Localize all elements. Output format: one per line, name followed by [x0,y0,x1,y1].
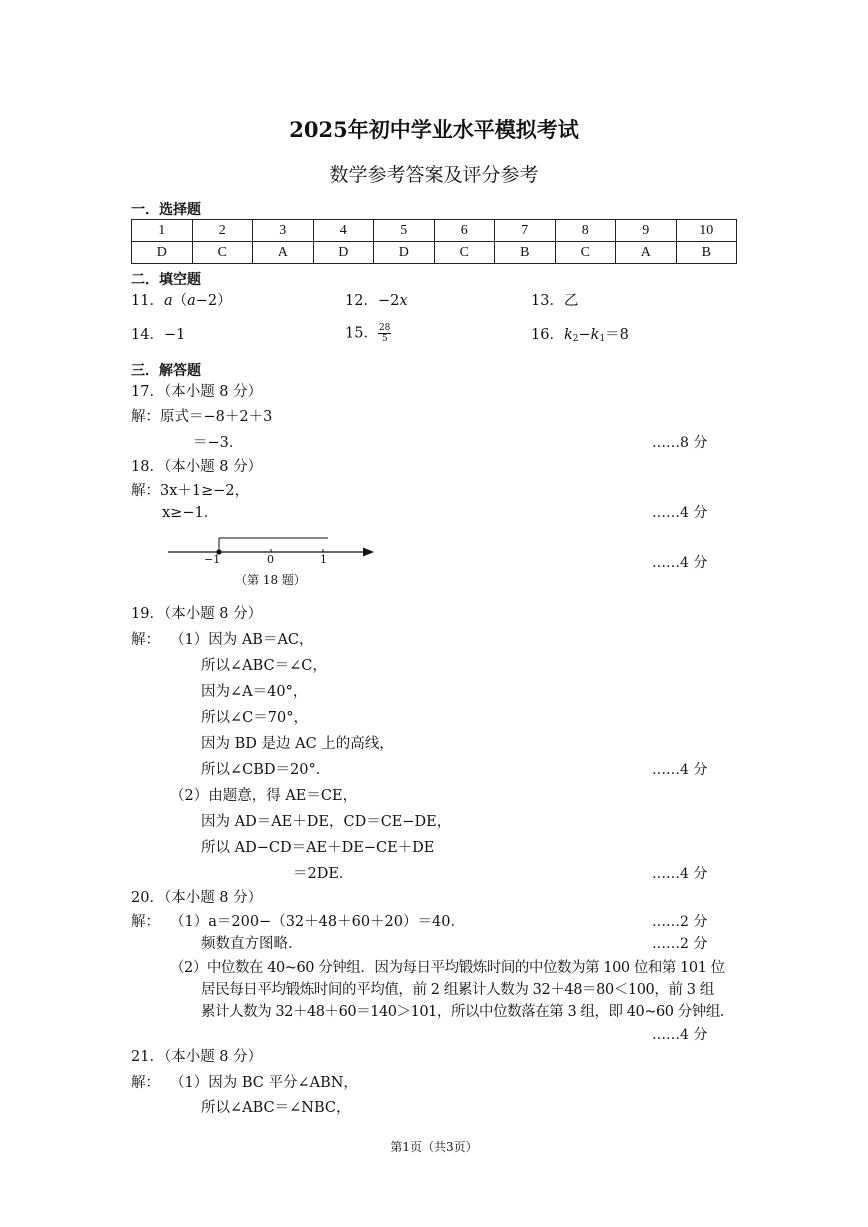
fraction [378,323,391,344]
q20-line: 频数直方图略． [201,936,303,952]
q17-line: 解：原式＝−8＋2＋3 [131,409,273,425]
section-heading-fill: 二．填空题 [131,272,201,288]
table-cell: 9 [616,220,677,242]
arrow-icon [363,548,374,557]
table-cell: D [374,242,435,264]
q21-part1: （1）因为 BC 平分∠ABN， [170,1075,358,1091]
score-mark: ……4 分 [652,1027,708,1043]
q17-line: ＝−3． [193,435,244,451]
q20-heading: 20．（本小题 8 分） [131,890,263,906]
page-footer: 第1页（共3页） [390,1140,478,1154]
text: − [578,327,591,343]
text: （ [172,293,188,309]
q20-part1: （1）a＝200−（32＋48＋60＋20）＝40． [170,914,465,930]
math-var: k [563,327,573,343]
subscript: 2 [572,334,579,344]
q19-part1: （1）因为 AB＝AC， [170,632,314,648]
choice-answer-table [131,219,737,264]
q19-part2: （2）由题意，得 AE＝CE， [170,788,358,804]
math-var: a [163,293,173,309]
q19-line: 所以∠C＝70°， [201,710,308,726]
question-number: 15． [345,325,378,342]
table-cell: 10 [676,220,737,242]
answer-16 [531,325,629,349]
score-mark: ……4 分 [652,505,708,521]
tick-label: 1 [320,553,327,566]
table-cell: C [192,242,253,264]
q18-line: 解：3x＋1≥−2， [131,483,250,499]
question-number: 11． [131,293,164,309]
table-cell: 5 [374,220,435,242]
table-cell: A [253,242,314,264]
table-cell: D [313,242,374,264]
page-subtitle: 数学参考答案及评分参考 [329,164,539,186]
q20-part2: （2）中位数在 40~60 分钟组．因为每日平均锻炼时间的中位数为第 100 位和第 101 位 [170,960,725,976]
table-cell: 1 [132,220,193,242]
q19-line: ＝2DE． [293,866,354,882]
math-var: x [399,293,408,309]
table-cell: B [676,242,737,264]
question-number: 14． [131,327,164,343]
table-cell: 6 [434,220,495,242]
text: 乙 [563,293,579,309]
q19-jie: 解： [131,632,160,648]
q19-line: 所以 AD−CD＝AE＋DE−CE＋DE [201,840,435,856]
q21-jie: 解： [131,1075,160,1091]
q18-line: x≥−1． [162,505,219,521]
math-var: a [187,293,196,309]
q19-line: 所以∠ABC＝∠C， [201,658,327,674]
table-row-answers [132,242,737,264]
q19-line: 因为∠A＝40°， [201,684,308,700]
fraction-denominator: 5 [381,334,388,344]
table-cell: 4 [313,220,374,242]
score-mark: ……8 分 [652,435,708,451]
question-number: 13． [531,293,564,309]
answer-15 [345,323,391,344]
q19-line: 因为 AD＝AE＋DE，CD＝CE−DE， [201,814,452,830]
text: −1 [163,327,186,343]
solution-range-bracket [219,538,328,552]
table-cell: C [555,242,616,264]
q21-line: 所以∠ABC＝∠NBC， [201,1100,351,1116]
table-row-numbers [132,220,737,242]
q19-heading: 19．（本小题 8 分） [131,606,263,622]
text: ＝8 [605,327,629,343]
answer-11 [131,291,232,311]
table-cell: 8 [555,220,616,242]
table-cell: A [616,242,677,264]
question-number: 16． [531,327,564,343]
q20-line: 居民每日平均锻炼时间的平均值，前 2 组累计人数为 32＋48＝80＜100，前 3 组 [201,982,714,998]
table-cell: 3 [253,220,314,242]
q19-line: 所以∠CBD＝20°． [201,762,331,778]
tick-label: 0 [267,553,274,566]
table-cell: B [495,242,556,264]
score-mark: ……4 分 [652,555,708,571]
fraction-numerator: 28 [378,323,391,333]
q18-heading: 18．（本小题 8 分） [131,459,263,475]
math-var: k [590,327,600,343]
question-number: 12． [345,293,378,309]
section-heading-solve: 三．解答题 [131,363,201,379]
subscript: 1 [599,334,606,344]
page-title: 2025年初中学业水平模拟考试 [289,117,579,142]
q19-line: 因为 BD 是边 AC 上的高线， [201,736,394,752]
q21-heading: 21．（本小题 8 分） [131,1049,263,1065]
score-mark: ……2 分 [652,914,708,930]
table-cell: C [434,242,495,264]
score-mark: ……4 分 [652,762,708,778]
score-mark: ……4 分 [652,866,708,882]
q17-heading: 17．（本小题 8 分） [131,384,263,400]
text: −2） [195,293,232,309]
text: −2 [377,293,400,309]
table-cell: D [132,242,193,264]
q20-line: 累计人数为 32＋48＋60＝140＞101，所以中位数落在第 3 组，即 40~60 分钟组． [201,1004,734,1020]
answer-14 [131,325,185,345]
q20-jie: 解： [131,914,160,930]
figure-caption: （第 18 题） [235,573,306,587]
answer-13 [531,291,578,311]
tick-label: −1 [204,553,221,566]
table-cell: 7 [495,220,556,242]
score-mark: ……2 分 [652,936,708,952]
answer-12 [345,291,408,311]
section-heading-choice: 一．选择题 [131,202,201,218]
table-cell: 2 [192,220,253,242]
